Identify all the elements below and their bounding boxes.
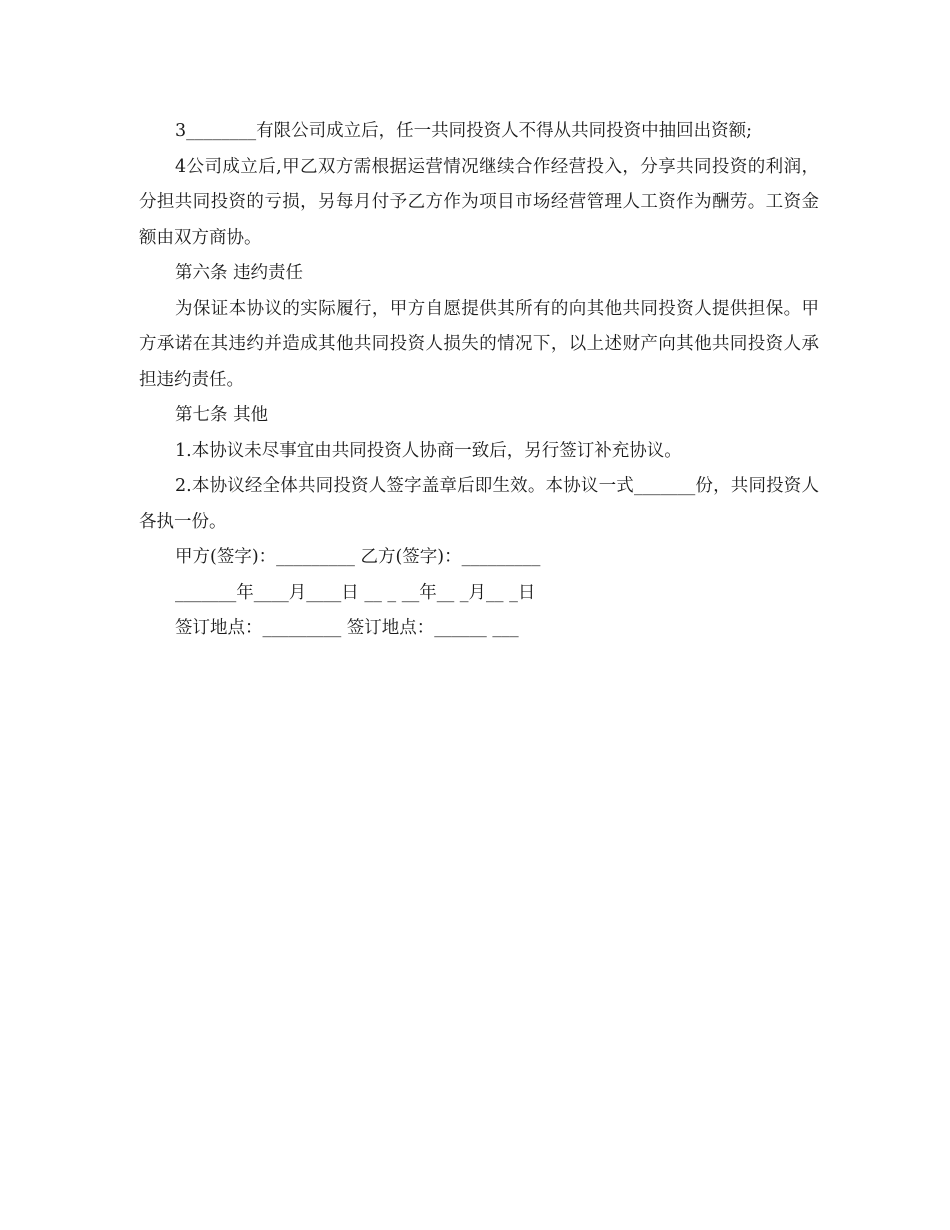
clause-3: 3________有限公司成立后，任一共同投资人不得从共同投资中抽回出资额; — [175, 121, 753, 141]
signature-parties-line: 甲方(签字)：_________ 乙方(签字)：_________ — [175, 547, 541, 567]
article-6-text: 为保证本协议的实际履行，甲方自愿提供其所有的向其他共同投资人提供担保。甲方承诺在其违约并造成其他共同投资人损失的情况下，以上述财产向其他共同投资人承担违约责任。 — [139, 298, 819, 390]
signature-date-line: _______年____月____日 __ _ __年__ _月__ _日 — [175, 582, 536, 603]
signature-place-line: 签订地点：_________ 签订地点：______ ___ — [175, 618, 519, 638]
article-7-item-2: 2.本协议经全体共同投资人签字盖章后即生效。本协议一式_______份，共同投资人各执一份。 — [139, 476, 819, 532]
article-6-heading: 第六条 违约责任 — [175, 263, 304, 283]
document-body — [139, 114, 819, 647]
article-7-heading: 第七条 其他 — [175, 405, 269, 425]
clause-4: 4公司成立后,甲乙双方需根据运营情况继续合作经营投入，分享共同投资的利润，分担共同投资的亏损，另每月付予乙方作为项目市场经营管理人工资作为酬劳。工资金额由双方商协。 — [139, 156, 819, 248]
article-7-item-1: 1.本协议未尽事宜由共同投资人协商一致后，另行签订补充协议。 — [175, 440, 682, 461]
